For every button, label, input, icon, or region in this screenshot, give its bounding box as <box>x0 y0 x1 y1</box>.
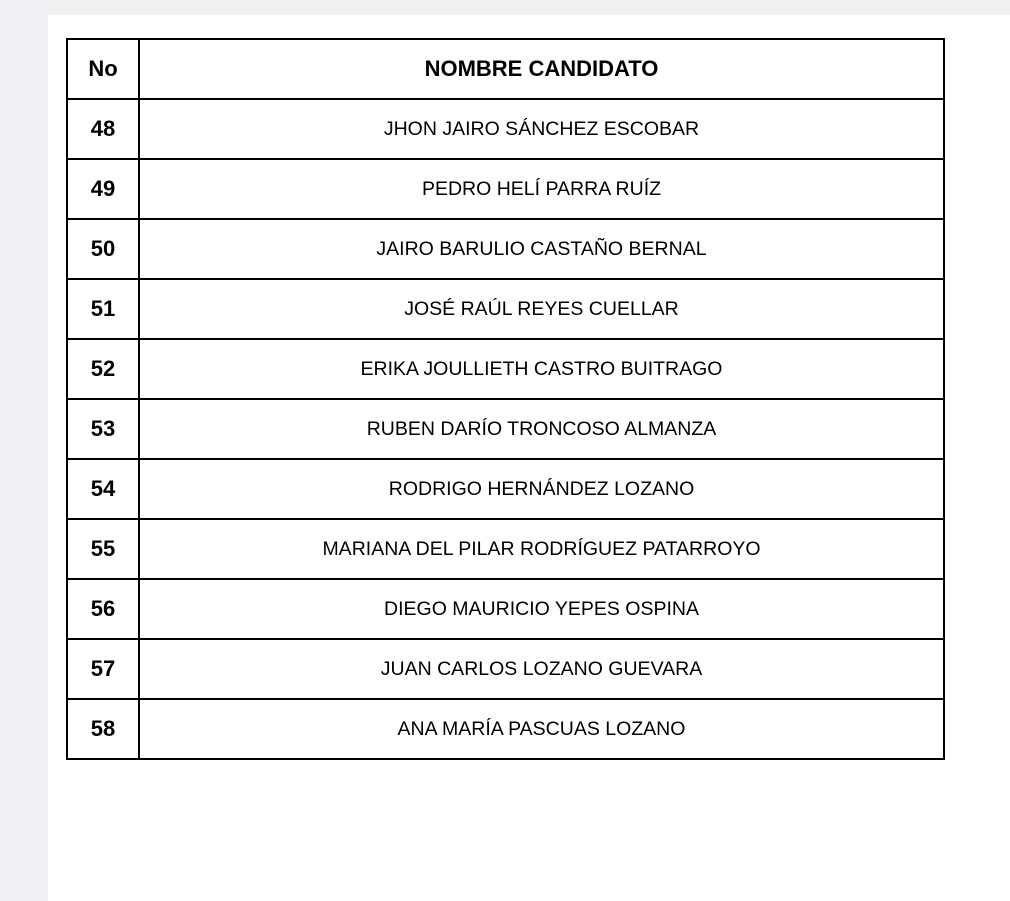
table-row <box>67 159 944 219</box>
candidate-name: DIEGO MAURICIO YEPES OSPINA <box>139 579 944 639</box>
table-row <box>67 579 944 639</box>
table-row <box>67 399 944 459</box>
column-header-no: No <box>67 39 139 99</box>
candidate-name: JHON JAIRO SÁNCHEZ ESCOBAR <box>139 99 944 159</box>
table-row <box>67 279 944 339</box>
table-row <box>67 219 944 279</box>
candidate-number: 55 <box>67 519 139 579</box>
candidate-number: 57 <box>67 639 139 699</box>
table-row <box>67 699 944 759</box>
candidate-number: 49 <box>67 159 139 219</box>
candidate-number: 53 <box>67 399 139 459</box>
candidate-name: JUAN CARLOS LOZANO GUEVARA <box>139 639 944 699</box>
table-row <box>67 459 944 519</box>
candidate-number: 58 <box>67 699 139 759</box>
candidate-number: 48 <box>67 99 139 159</box>
table-row <box>67 339 944 399</box>
candidate-name: PEDRO HELÍ PARRA RUÍZ <box>139 159 944 219</box>
table-row <box>67 519 944 579</box>
candidate-name: JOSÉ RAÚL REYES CUELLAR <box>139 279 944 339</box>
candidate-number: 51 <box>67 279 139 339</box>
candidate-name: ANA MARÍA PASCUAS LOZANO <box>139 699 944 759</box>
candidate-number: 54 <box>67 459 139 519</box>
table-row <box>67 99 944 159</box>
candidates-table <box>66 38 945 760</box>
candidate-name: RUBEN DARÍO TRONCOSO ALMANZA <box>139 399 944 459</box>
candidate-name: RODRIGO HERNÁNDEZ LOZANO <box>139 459 944 519</box>
document-page <box>48 15 1010 901</box>
candidate-number: 52 <box>67 339 139 399</box>
candidate-name: JAIRO BARULIO CASTAÑO BERNAL <box>139 219 944 279</box>
table-row <box>67 639 944 699</box>
column-header-name: NOMBRE CANDIDATO <box>139 39 944 99</box>
table-header-row <box>67 39 944 99</box>
candidate-name: ERIKA JOULLIETH CASTRO BUITRAGO <box>139 339 944 399</box>
candidate-number: 56 <box>67 579 139 639</box>
candidate-name: MARIANA DEL PILAR RODRÍGUEZ PATARROYO <box>139 519 944 579</box>
candidate-number: 50 <box>67 219 139 279</box>
